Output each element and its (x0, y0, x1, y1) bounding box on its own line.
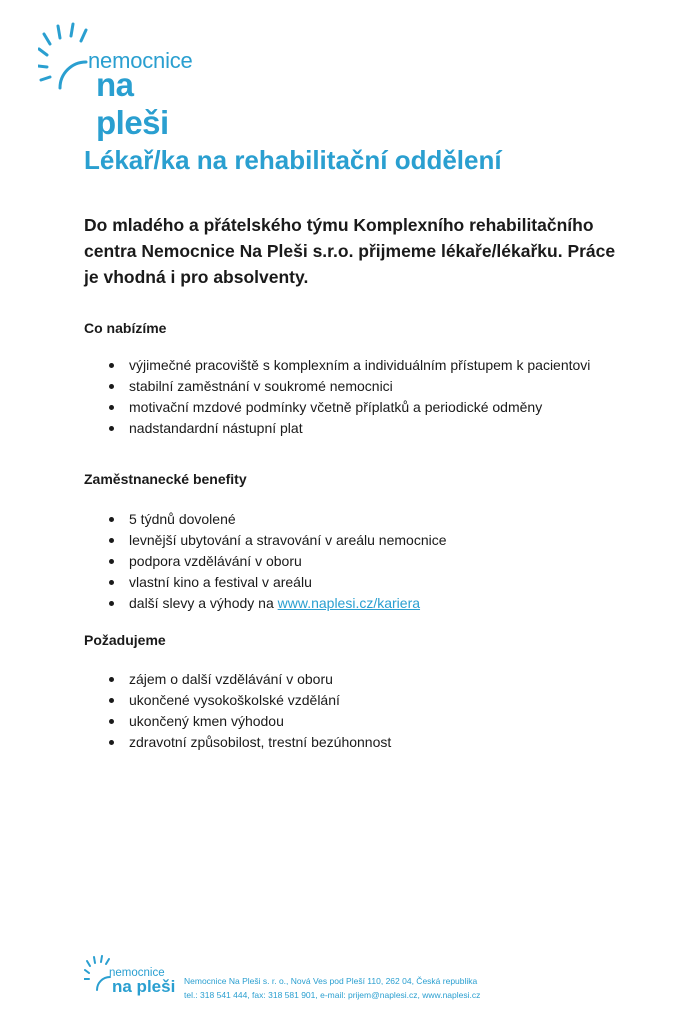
list-item-text: výjimečné pracoviště s komplexním a individuálním přístupem k pacientovi (129, 357, 591, 373)
list-item (84, 669, 644, 690)
footer-contact-info (184, 974, 480, 1002)
bullet-icon (109, 559, 114, 564)
bullet-icon (109, 740, 114, 745)
bullet-icon (109, 719, 114, 724)
list-item (84, 530, 644, 551)
list-item-text: ukončený kmen výhodou (129, 713, 284, 729)
list-item (84, 732, 644, 753)
list-item (84, 355, 644, 376)
list-item (84, 376, 644, 397)
section-heading-requirements: Požadujeme (84, 632, 166, 648)
list-item (84, 593, 644, 614)
list-item-text: ukončené vysokoškolské vzdělání (129, 692, 340, 708)
footer-logo-text-nemocnice: nemocnice (109, 967, 165, 979)
bullet-icon (109, 384, 114, 389)
list-item (84, 572, 644, 593)
page-title: Lékař/ka na rehabilitační oddělení (84, 145, 502, 175)
bullet-icon (109, 405, 114, 410)
list-item-text: zdravotní způsobilost, trestní bezúhonnost (129, 734, 392, 750)
footer (84, 955, 644, 1005)
bullet-icon (109, 698, 114, 703)
logo-text-na-plesi: na pleši (96, 66, 169, 141)
bullet-icon (109, 601, 114, 606)
list-item-text: nadstandardní nástupní plat (129, 420, 303, 436)
list-item-text: zájem o další vzdělávání v oboru (129, 671, 333, 687)
sun-logo-icon (84, 955, 114, 1003)
lead-paragraph: Do mladého a přátelského týmu Komplexního rehabilitačního centra Nemocnice Na Pleši s.r.o. přijmeme lékaře/lékařku. Práce je vhodná i pro absolventy. (84, 215, 616, 287)
bullet-icon (109, 538, 114, 543)
list-item-text: stabilní zaměstnání v soukromé nemocnici (129, 378, 393, 394)
list-item-text: motivační mzdové podmínky včetně příplatků a periodické odměny (129, 399, 543, 415)
list-item (84, 711, 644, 732)
list-item-text: vlastní kino a festival v areálu (129, 574, 312, 590)
list-item-text: další slevy a výhody na (129, 595, 278, 611)
list-item-text: podpora vzdělávání v oboru (129, 553, 302, 569)
list-item-text: 5 týdnů dovolené (129, 511, 236, 527)
hospital-logo (38, 22, 213, 141)
requirements-list (84, 669, 644, 753)
logo-text-nemocnice: nemocnice (88, 48, 193, 73)
footer-contact: tel.: 318 541 444, fax: 318 581 901, e-mail: prijem@naplesi.cz, www.naplesi.cz (184, 990, 481, 1000)
bullet-icon (109, 426, 114, 431)
list-item (84, 509, 644, 530)
section-heading-benefits: Zaměstnanecké benefity (84, 471, 247, 487)
benefits-list (84, 509, 644, 614)
list-item (84, 418, 644, 439)
list-item (84, 551, 644, 572)
list-item-text: levnější ubytování a stravování v areálu nemocnice (129, 532, 447, 548)
footer-logo (84, 955, 179, 1003)
bullet-icon (109, 580, 114, 585)
footer-address: Nemocnice Na Pleši s. r. o., Nová Ves pod Pleší 110, 262 04, Česká republika (184, 976, 478, 986)
footer-logo-text-na-plesi: na pleši (112, 977, 176, 996)
list-item (84, 397, 644, 418)
bullet-icon (109, 677, 114, 682)
bullet-icon (109, 363, 114, 368)
section-heading-offer: Co nabízíme (84, 320, 167, 336)
list-item (84, 690, 644, 711)
bullet-icon (109, 517, 114, 522)
career-link[interactable]: www.naplesi.cz/kariera (277, 595, 421, 611)
offer-list (84, 355, 644, 439)
